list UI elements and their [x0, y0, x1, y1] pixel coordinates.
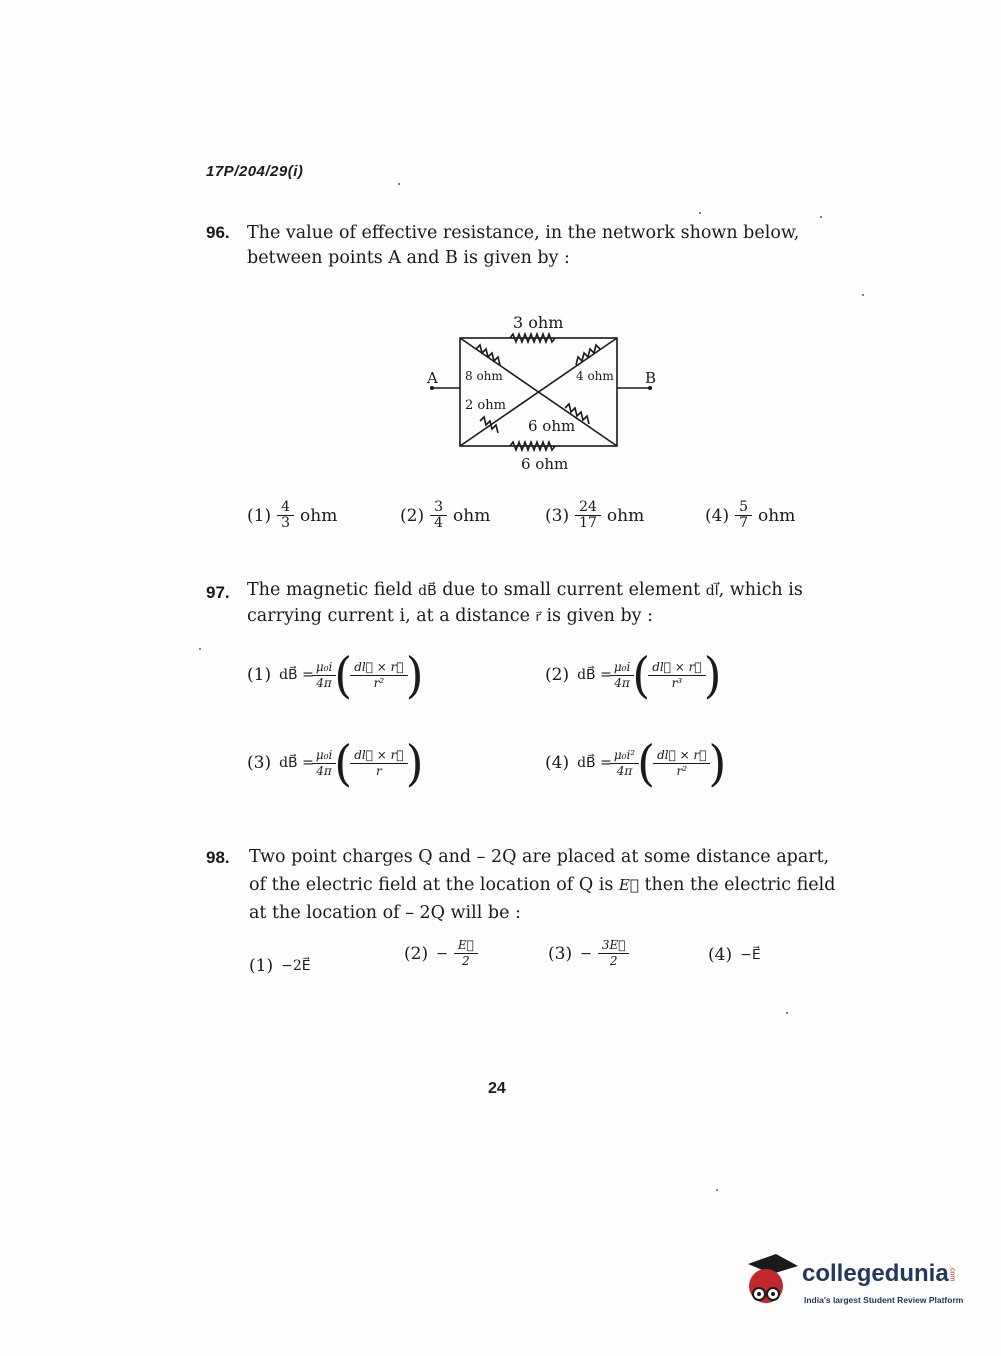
unit: ohm	[758, 505, 796, 526]
fraction	[279, 500, 292, 531]
denominator: 4	[434, 515, 444, 531]
option-3[interactable]	[247, 734, 424, 792]
logo-wordmark: collegedunia	[802, 1260, 949, 1287]
logo-suffix: .com	[948, 1265, 956, 1281]
unit: ohm	[606, 505, 645, 526]
option-4[interactable]	[545, 734, 727, 792]
question-line: The magnetic field dB⃗ due to small current element dl⃗, which is	[247, 580, 803, 600]
option-value: −2E⃗	[281, 958, 311, 974]
option-label: (4)	[705, 505, 730, 526]
fraction: $\frac{E⃗}{2}$	[456, 938, 476, 969]
question-number: 97.	[206, 583, 230, 602]
fraction	[737, 500, 750, 531]
label-8ohm: 8 ohm	[465, 369, 503, 383]
label-point-a: A	[427, 369, 438, 387]
option-2[interactable]	[400, 500, 490, 531]
question-line: at the location of – 2Q will be :	[249, 903, 521, 923]
option-value: −E⃗	[740, 947, 761, 963]
coefficient: $\frac{\text{μ₀i}}{4\pi}$	[314, 660, 334, 691]
question-number: 96.	[206, 223, 230, 242]
resistor-3ohm	[510, 334, 555, 342]
option-label: (4)	[545, 753, 570, 773]
symbol-r: r⃗	[535, 610, 541, 625]
formula: dB⃗ = $\frac{\text{μ₀i}}{4\pi}$ ( $\frac{dl⃗ \times r⃗}{\text{r³}}$ )	[577, 646, 722, 704]
formula: dB⃗ = $\frac{\text{μ₀i}}{4\pi}$ ( $\frac{dl⃗ \times r⃗}{\text{r²}}$ )	[279, 646, 424, 704]
option-label: (1)	[249, 956, 274, 976]
numerator: 5	[739, 499, 749, 515]
option-label: (2)	[400, 505, 425, 526]
denominator: 3	[281, 515, 291, 531]
option-4[interactable]	[705, 500, 795, 531]
label-4ohm: 4 ohm	[576, 369, 614, 383]
formula: dB⃗ = $\frac{\text{μ₀i}}{4\pi}$ ( $\frac{dl⃗ \times r⃗}{r}$ )	[279, 734, 424, 792]
numerator: 24	[579, 499, 597, 515]
label-6ohm-bottom: 6 ohm	[521, 455, 569, 473]
formula: dB⃗ = $\frac{\text{μ₀i²}}{4\pi}$ ( $\frac{dl⃗ \times r⃗}{\text{r²}}$ )	[577, 734, 727, 792]
logo-tagline: India's largest Student Review Platform	[804, 1295, 964, 1305]
option-label: (3)	[247, 753, 272, 773]
resistor-6ohm-bottom	[510, 442, 555, 450]
coefficient: $\frac{\text{μ₀i}}{4\pi}$	[612, 660, 632, 691]
unit: ohm	[453, 505, 491, 526]
question-line: Two point charges Q and – 2Q are placed at some distance apart,	[249, 847, 830, 867]
question-text	[247, 578, 803, 630]
coefficient: $\frac{\text{μ₀i}}{4\pi}$	[314, 748, 334, 779]
option-3[interactable]	[545, 500, 644, 531]
fraction	[432, 500, 445, 531]
option-label: (3)	[545, 505, 570, 526]
page-number: 24	[488, 1080, 506, 1097]
label-3ohm: 3 ohm	[513, 313, 564, 332]
option-1[interactable]	[247, 646, 424, 704]
paper-code: 17P/204/29(i)	[206, 163, 304, 180]
resistor-8ohm	[476, 345, 500, 365]
denominator: 7	[739, 515, 749, 531]
option-label: (2)	[545, 665, 570, 685]
option-1[interactable]	[247, 500, 337, 531]
option-label: (3)	[548, 943, 573, 964]
option-4[interactable]	[708, 945, 761, 965]
option-2[interactable]: (2) − $\frac{E⃗}{2}$	[404, 938, 476, 969]
question-line: The value of effective resistance, in the network shown below,	[247, 223, 800, 243]
symbol-E: E⃗	[618, 876, 639, 894]
vector-fraction: $\frac{dl⃗ \times r⃗}{\text{r³}}$	[650, 660, 703, 691]
option-2[interactable]	[545, 646, 722, 704]
coefficient: $\frac{\text{μ₀i²}}{4\pi}$	[612, 748, 637, 779]
unit: ohm	[300, 505, 338, 526]
option-1[interactable]	[249, 956, 311, 976]
numerator: 4	[281, 499, 291, 515]
numerator: 3	[434, 499, 444, 515]
fraction: $\frac{3E⃗}{2}$	[600, 938, 628, 969]
label-2ohm: 2 ohm	[465, 398, 506, 413]
resistor-network-diagram	[420, 308, 670, 478]
collegedunia-logo[interactable]	[742, 1252, 972, 1312]
vector-fraction: $\frac{dl⃗ \times r⃗}{\text{r²}}$	[655, 748, 708, 779]
question-line: carrying current i, at a distance r⃗ is given by :	[247, 606, 654, 626]
question-line: of the electric field at the location of Q is E⃗ then the electric field	[249, 875, 836, 895]
question-number: 98.	[206, 848, 230, 867]
option-label: (1)	[247, 505, 272, 526]
label-6ohm-inner: 6 ohm	[528, 417, 576, 435]
label-point-b: B	[645, 369, 657, 387]
fraction	[577, 500, 599, 531]
option-3[interactable]: (3) − $\frac{3E⃗}{2}$	[548, 938, 627, 969]
question-text	[249, 843, 835, 927]
option-label: (2)	[404, 943, 429, 964]
question-text	[247, 221, 799, 271]
vector-fraction: $\frac{dl⃗ \times r⃗}{r}$	[352, 748, 405, 779]
question-line: between points A and B is given by :	[247, 248, 570, 268]
option-label: (4)	[708, 945, 733, 965]
mascot-icon	[742, 1252, 800, 1312]
resistor-4ohm	[576, 345, 600, 365]
option-label: (1)	[247, 665, 272, 685]
symbol-dB: dB⃗	[418, 583, 437, 599]
denominator: 17	[579, 515, 597, 531]
symbol-dl: dl⃗	[705, 583, 719, 599]
vector-fraction: $\frac{dl⃗ \times r⃗}{\text{r²}}$	[352, 660, 405, 691]
